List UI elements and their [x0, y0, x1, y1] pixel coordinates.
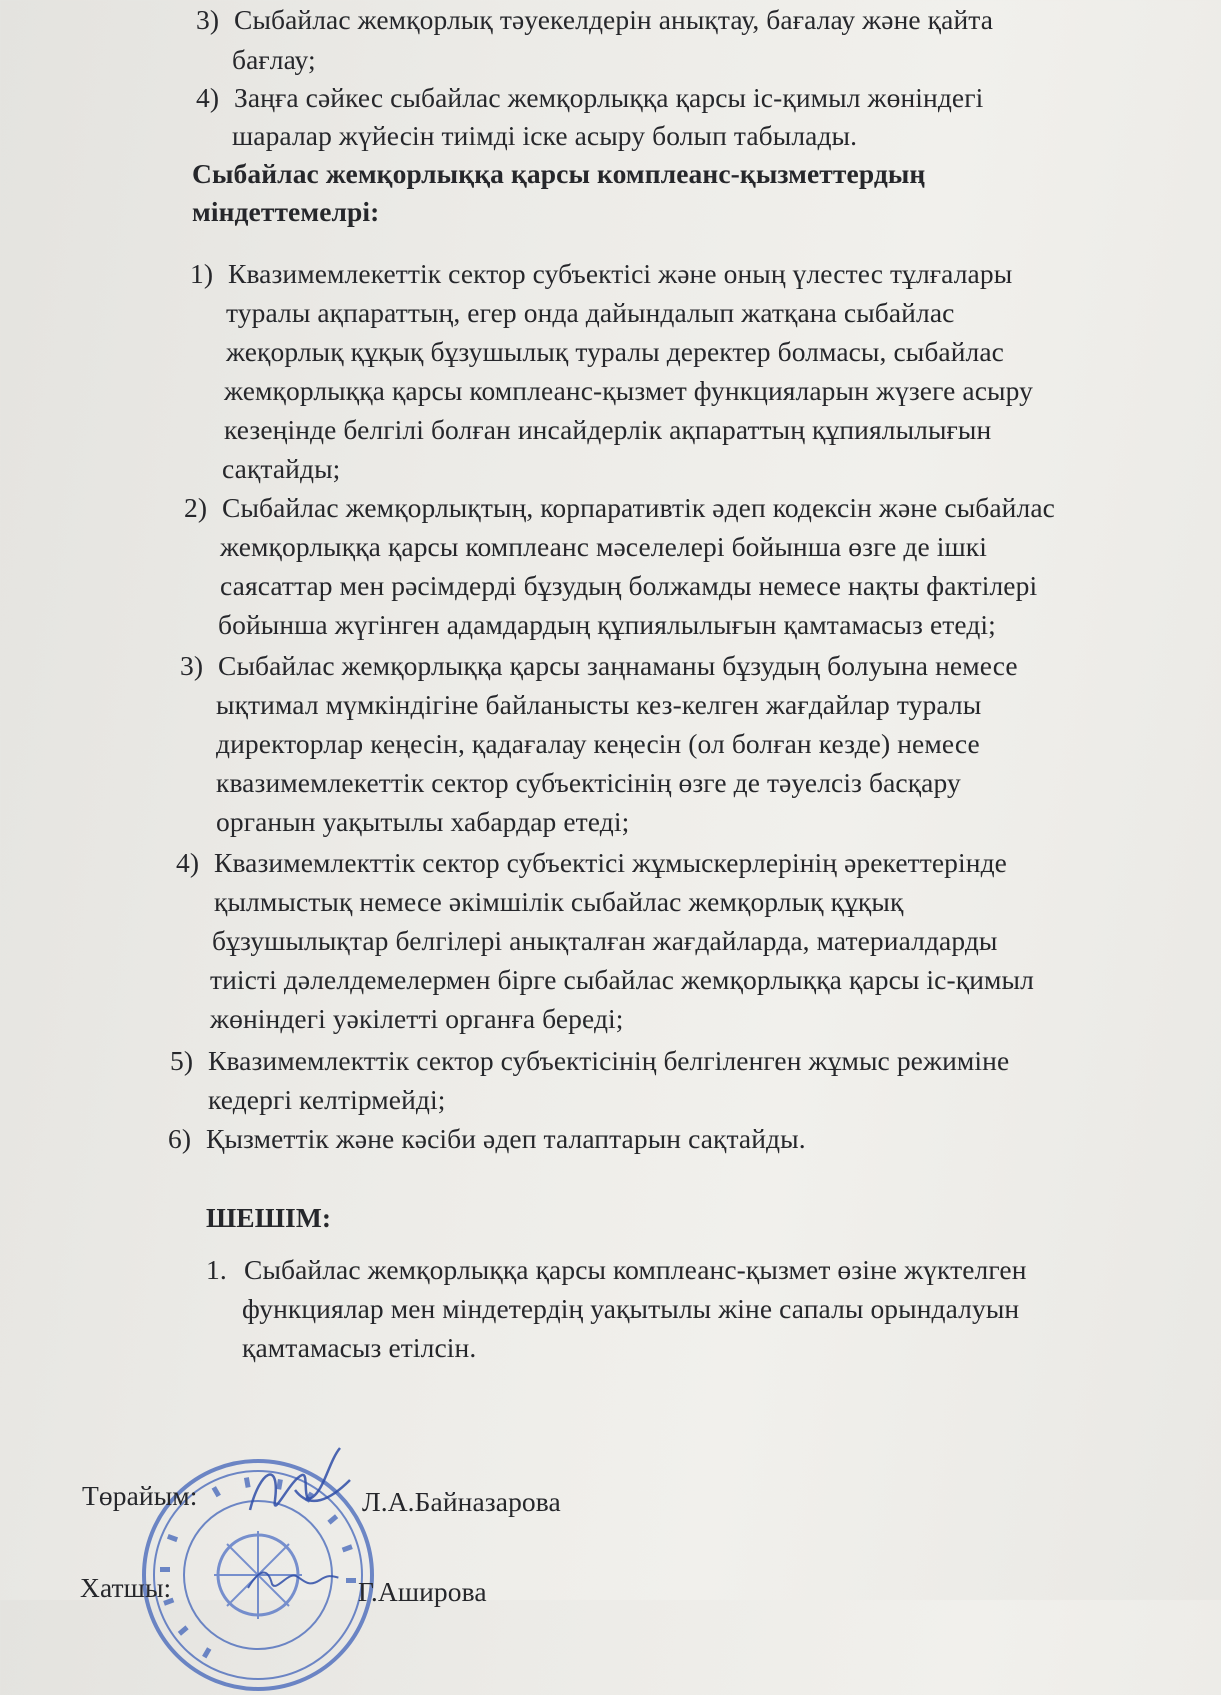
chair-label: Төрайым:: [82, 1480, 198, 1511]
list-number: 3): [180, 650, 204, 681]
duty-item-3-line: директорлар кеңесін, қадағалау кеңесін (ол болған кезде) немесе: [216, 728, 980, 759]
list-text: Сыбайлас жемқорлыққа қарсы заңнаманы бұзудың болуына немесе: [218, 650, 1018, 681]
chair-signature-icon: [240, 1440, 360, 1540]
duty-item-3-line: ықтимал мүмкіндігіне байланысты кез-келген жағдайлар туралы: [216, 689, 982, 720]
duty-item-1-line: кезеңінде белгілі болған инсайдерлік ақпараттың құпиялылығын: [224, 414, 992, 445]
list-text: Квазимемлекттік сектор субъектісі жұмыскерлерінің әрекеттерінде: [214, 847, 1007, 878]
duty-item-5: [170, 1045, 1009, 1077]
duty-item-4-line: тиісті дәлелдемелермен бірге сыбайлас жемқорлыққа қарсы іс-қимыл: [210, 964, 1034, 995]
list-text: Сыбайлас жемқорлыққа қарсы комплеанс-қызмет өзіне жүктелген: [244, 1254, 1027, 1285]
secretary-signature-icon: [232, 1560, 352, 1600]
duty-item-1-line: туралы ақпараттың, егер онда дайындалып жатқана сыбайлас: [226, 297, 955, 328]
list-number: 4): [196, 82, 220, 113]
list-number: 4): [176, 847, 200, 878]
duty-item-1-line: жеқорлық құқық бұзушылық туралы деректер болмасы, сыбайлас: [226, 336, 1004, 367]
list-text: Заңға сәйкес сыбайлас жемқорлыққа қарсы іс-қимыл жөніндегі: [234, 82, 984, 113]
duty-item-6: [168, 1123, 806, 1155]
list-number: 1): [190, 258, 214, 289]
duty-item-2: [184, 492, 1055, 524]
top-list-item-3-cont: бағлау;: [232, 44, 316, 75]
list-number: 6): [168, 1123, 192, 1154]
list-text: Квазимемлекеттік сектор субъектісі және оның үлестес тұлғалары: [228, 258, 1013, 289]
decision-item-1-line: функциялар мен міндетердің уақытылы жіне сапалы орындалуын: [242, 1293, 1020, 1324]
duty-item-2-line: саясаттар мен рәсімдерді бұзудың болжамды немесе нақты фактілері: [220, 570, 1038, 601]
secretary-name: Г.Аширова: [358, 1576, 487, 1607]
list-number: 3): [196, 4, 220, 35]
duty-item-3-line: квазимемлекеттік сектор субъектісінің өзге де тәуелсіз басқару: [216, 767, 961, 798]
decision-title: ШЕШІМ:: [206, 1202, 332, 1233]
section-heading: Сыбайлас жемқорлыққа қарсы комплеанс-қызметтердың: [192, 158, 926, 189]
decision-item-1-line: қамтамасыз етілсін.: [242, 1332, 477, 1363]
duty-item-2-line: жемқорлыққа қарсы комплеанс мәселелері бойынша өзге де ішкі: [220, 531, 987, 562]
chair-name: Л.А.Байназарова: [362, 1486, 561, 1517]
duty-item-1-line: сақтайды;: [222, 453, 341, 484]
list-text: Сыбайлас жемқорлықтың, корпаративтік әдеп кодексін және сыбайлас: [222, 492, 1055, 523]
top-list-item-4-cont: шаралар жүйесін тиімді іске асыру болып табылады.: [232, 120, 858, 151]
list-text: Қызметтік және кәсіби әдеп талаптарын сақтайды.: [206, 1123, 806, 1154]
secretary-label: Хатшы:: [80, 1572, 172, 1603]
duty-item-1-line: жемқорлыққа қарсы комплеанс-қызмет функцияларын жүзеге асыру: [224, 375, 1033, 406]
top-list-item-4: [196, 82, 983, 114]
duty-item-1: [190, 258, 1012, 290]
duty-item-4-line: жөніндегі уәкілетті органға береді;: [210, 1003, 624, 1034]
duty-item-2-line: бойынша жүгінген адамдардың құпиялылығын қамтамасыз етеді;: [218, 609, 996, 640]
list-text: Сыбайлас жемқорлық тәуекелдерін анықтау, бағалау және қайта: [234, 4, 994, 35]
duty-item-4: [176, 847, 1007, 879]
list-text: Квазимемлекттік сектор субъектісінің белгіленген жұмыс режиміне: [208, 1045, 1010, 1076]
top-list-item-3: [196, 4, 993, 36]
list-number: 2): [184, 492, 208, 523]
duty-item-5-line: кедергі келтірмейді;: [208, 1084, 446, 1115]
decision-item-1: [206, 1254, 1027, 1286]
duty-item-3-line: органын уақытылы хабардар етеді;: [216, 806, 630, 837]
duty-item-4-line: бұзушылықтар белгілері анықталған жағдайларда, материалдарды: [212, 925, 998, 956]
duty-item-3: [180, 650, 1018, 682]
list-number: 1.: [206, 1254, 227, 1285]
duty-item-4-line: қылмыстық немесе әкімшілік сыбайлас жемқорлық құқық: [214, 886, 904, 917]
list-number: 5): [170, 1045, 194, 1076]
section-heading-cont: міндеттемелрі:: [192, 196, 380, 227]
